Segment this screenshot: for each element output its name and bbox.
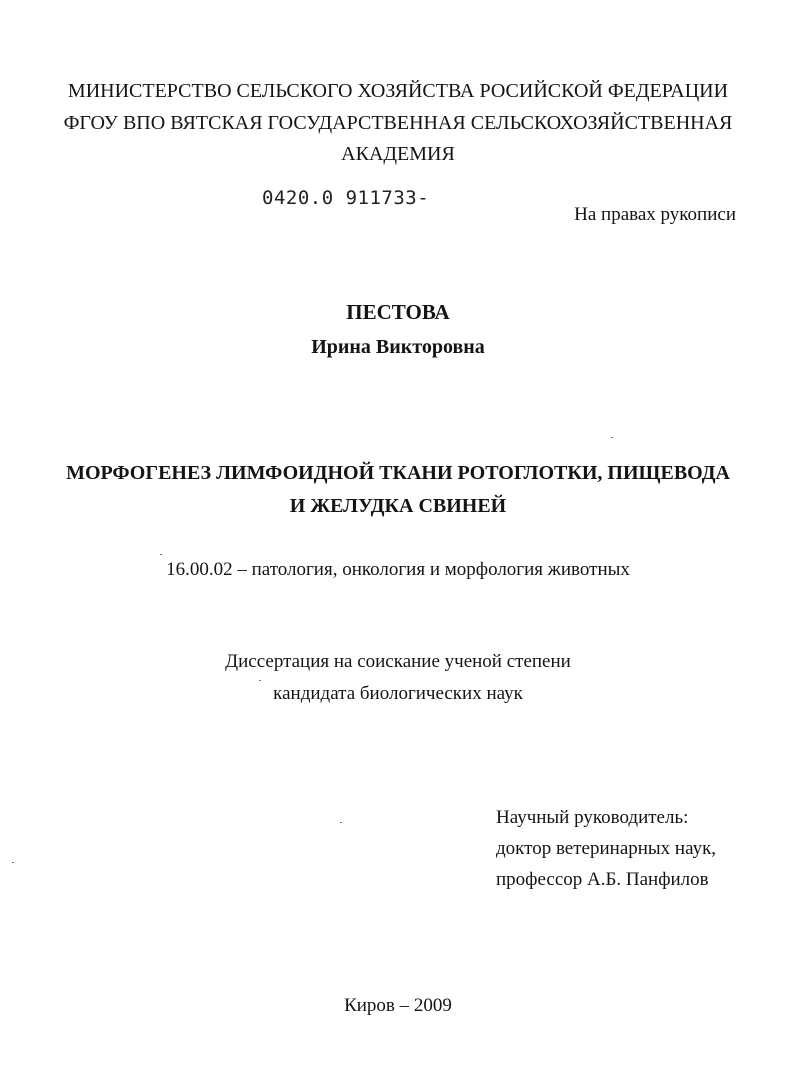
thesis-title-line-1: МОРФОГЕНЕЗ ЛИМФОИДНОЙ ТКАНИ РОТОГЛОТКИ, ПИЩЕВОДА — [66, 462, 730, 484]
scan-speck — [160, 554, 162, 555]
scan-speck — [12, 862, 14, 863]
registration-stamp: 0420.0 911733- — [262, 187, 430, 209]
specialty-code: 16.00.02 – патология, онкология и морфология животных — [166, 559, 630, 580]
supervisor-name: профессор А.Б. Панфилов — [496, 869, 709, 890]
place-and-year: Киров – 2009 — [344, 995, 452, 1016]
institution-header: ФГОУ ВПО ВЯТСКАЯ ГОСУДАРСТВЕННАЯ СЕЛЬСКОХОЗЯЙСТВЕННАЯ — [63, 112, 733, 134]
academy-header: АКАДЕМИЯ — [341, 143, 455, 165]
supervisor-label: Научный руководитель: — [496, 807, 689, 828]
author-given-names: Ирина Викторовна — [311, 336, 485, 358]
supervisor-degree: доктор ветеринарных наук, — [496, 838, 717, 859]
scan-speck — [259, 680, 261, 681]
degree-line-1: Диссертация на соискание ученой степени — [225, 651, 571, 672]
degree-line-2: кандидата биологических наук — [273, 683, 523, 704]
scan-speck — [611, 437, 613, 438]
thesis-title-line-2: И ЖЕЛУДКА СВИНЕЙ — [289, 495, 507, 517]
ministry-header: МИНИСТЕРСТВО СЕЛЬСКОГО ХОЗЯЙСТВА РОСИЙСКОЙ ФЕДЕРАЦИИ — [67, 80, 729, 102]
manuscript-rights-note: На правах рукописи — [574, 204, 736, 225]
scan-speck — [340, 822, 342, 823]
author-surname: ПЕСТОВА — [346, 300, 450, 324]
